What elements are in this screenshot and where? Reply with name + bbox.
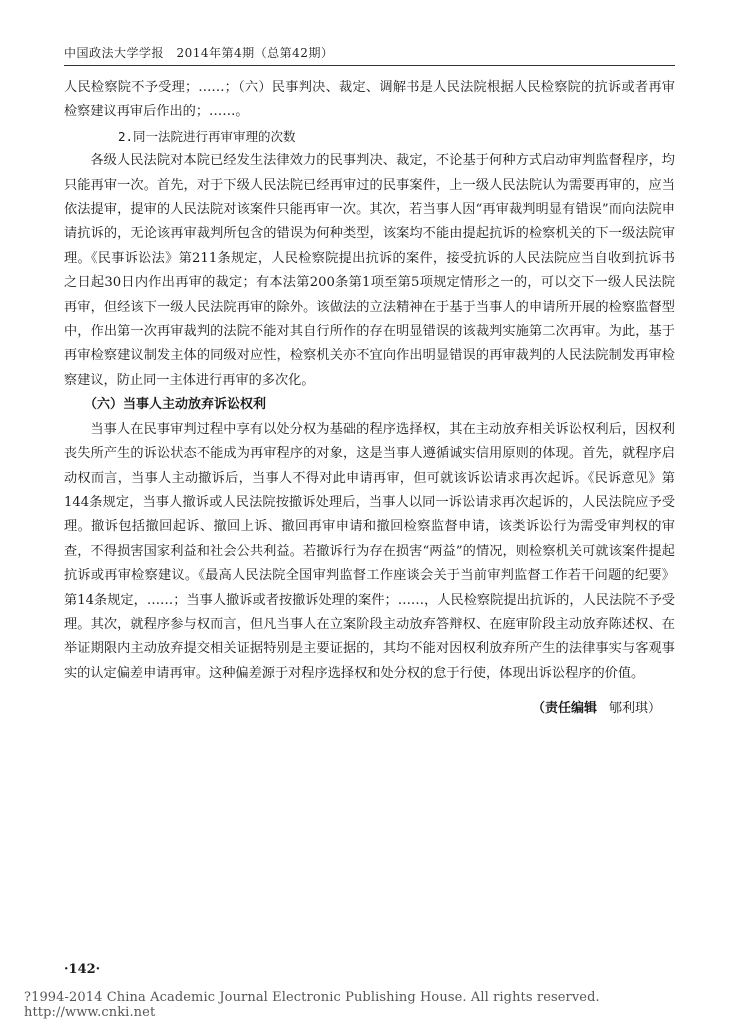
page-number: ·142· <box>64 962 101 977</box>
editor-name: 郇利琪） <box>608 701 661 716</box>
paragraph: 当事人在民事审判过程中享有以处分权为基础的程序选择权，其在主动放弃相关诉讼权利后，因权利丧失所产生的诉讼状态不能成为再审程序的对象，这是当事人遵循诚实信用原则的体现。首先，就程序启动权而言，当事人主动撤诉后，当事人不得对此申请再审，但可就该诉讼请求再次起诉。《民诉意见》第144条规定，当事人撤诉或人民法院按撤诉处理后，当事人以同一诉讼请求再次起诉的，人民法院应予受理。撤诉包括撤回起诉、撤回上诉、撤回再审申请和撤回检察监督申请，该类诉讼行为需受审判权的审查，不得损害国家利益和社会公共利益。若撤诉行为存在损害“两益”的情况，则检察机关可就该案件提起抗诉或再审检察建议。《最高人民法院全国审判监督工作座谈会关于当前审判监督工作若干问题的纪要》第14条规定，……；当事人撤诉或者按撤诉处理的案件；……，人民检察院提出抗诉的，人民法院不予受理。其次，就程序参与权而言，但凡当事人在立案阶段主动放弃答辩权、在庭审阶段主动放弃陈述权、在举证期限内主动放弃提交相关证据特别是主要证据的，其均不能对因权利放弃所产生的法律事实与客观事实的认定偏差申请再审。这种偏差源于对程序选择权和处分权的怠于行使，体现出诉讼程序的价值。 <box>64 421 675 681</box>
editor-label: （责任编辑 <box>531 701 597 716</box>
paragraph: 各级人民法院对本院已经发生法律效力的民事判决、裁定，不论基于何种方式启动审判监督程序，均只能再审一次。首先，对于下级人民法院已经再审过的民事案件，上一级人民法院认为需要再审的，应当依法提审，提审的人民法院对该案件只能再审一次。其次，若当事人因“再审裁判明显有错误”而向法院申请抗诉的，无论该再审裁判所包含的错误为何种类型，该案均不能由提起抗诉的检察机关的下一级法院审理。《民事诉讼法》第211条规定，人民检察院提出抗诉的案件，接受抗诉的人民法院应当自收到抗诉书之日起30日内作出再审的裁定；有本法第200条第1项至第5项规定情形之一的，可以交下一级人民法院再审，但经该下一级人民法院再审的除外。该做法的立法精神在于基于当事人的申请所开展的检察监督型中，作出第一次再审裁判的法院不能对其自行所作的存在明显错误的该裁判实施第二次再审。为此，基于再审检察建议制发主体的同级对应性，检察机关亦不宜向作出明显错误的再审裁判的人民法院制发再审检察建议，防止同一主体进行再审的多次化。 <box>64 153 675 388</box>
section-heading: （六）当事人主动放弃诉讼权利 <box>84 397 267 413</box>
paragraph-continuation: 人民检察院不予受理；……；（六）民事判决、裁定、调解书是人民法院根据人民检察院的抗诉或者再审检察建议再审后作出的；……。 <box>64 80 675 120</box>
running-head: 中国政法大学学报 2014年第4期（总第42期） <box>64 46 334 60</box>
copyright-notice: ?1994-2014 China Academic Journal Electronic Publishing House. All rights reserved. http://www.cnki.net <box>24 990 600 1020</box>
article-body <box>64 76 675 686</box>
responsible-editor <box>532 697 661 716</box>
subsection-heading: 2.同一法院进行再审审理的次数 <box>118 128 296 144</box>
header-rule <box>64 65 675 66</box>
